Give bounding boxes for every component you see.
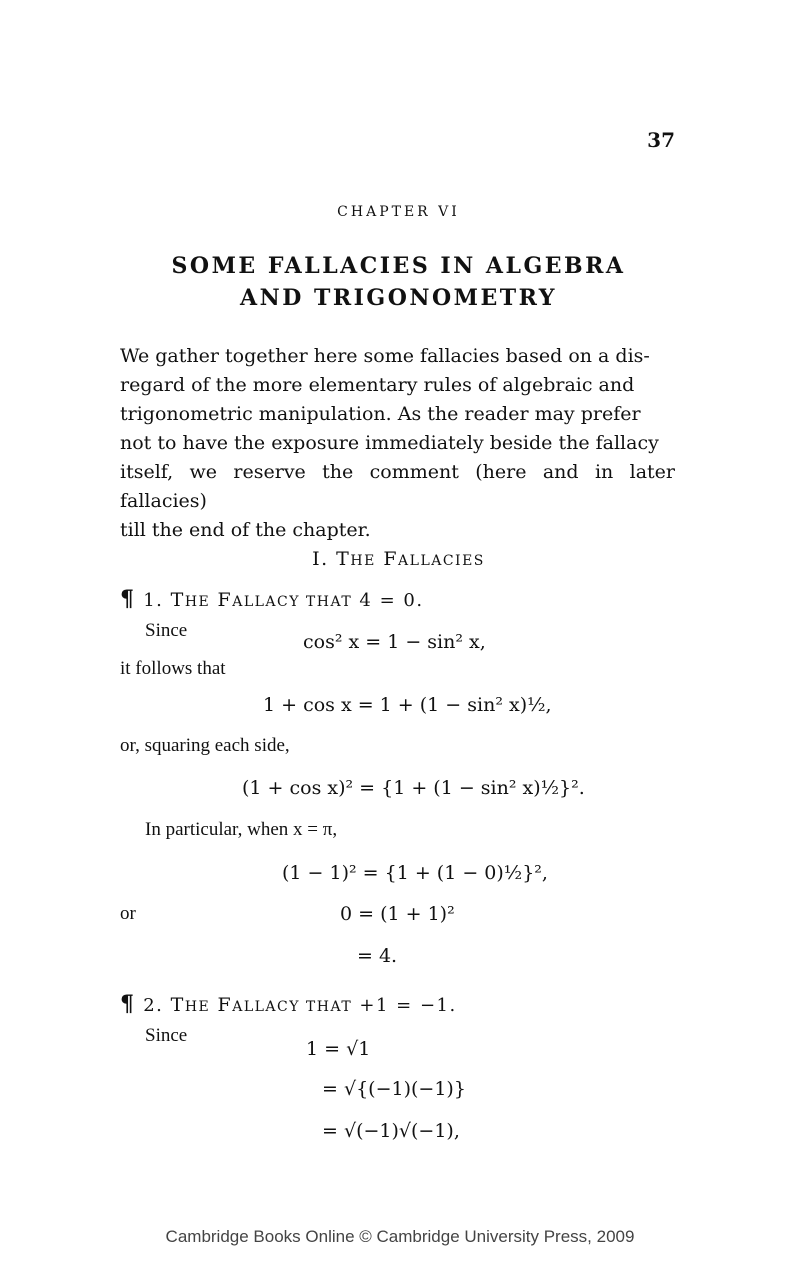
- since-label: Since: [145, 1025, 188, 1046]
- heading-rest: ALLACY THAT: [232, 594, 353, 610]
- equation: (1 + cos x)² = {1 + (1 − sin² x)½}².: [242, 777, 585, 799]
- heading-initial: F: [217, 994, 233, 1016]
- chapter-title-line-2: AND TRIGONOMETRY: [240, 285, 557, 311]
- heading-initial: T: [170, 589, 185, 611]
- footer-copyright: Cambridge Books Online © Cambridge University Press, 2009: [165, 1227, 635, 1246]
- fallacy-2-heading: [120, 991, 457, 1017]
- fallacy-number: 1.: [143, 590, 164, 611]
- intro-line: regard of the more elementary rules of algebraic and: [120, 374, 635, 396]
- section-numeral: I.: [312, 548, 329, 570]
- chapter-label: CHAPTER VI: [337, 204, 460, 220]
- fallacy-1-heading: [120, 586, 424, 612]
- equation: = √{(−1)(−1)}: [322, 1078, 466, 1100]
- or-label: or: [120, 903, 136, 924]
- intro-line: itself, we reserve the comment (here and in later fallacies): [120, 461, 675, 512]
- heading-math: +1 = −1.: [359, 995, 457, 1016]
- intro-paragraph: [120, 342, 675, 545]
- heading-initial: F: [217, 589, 233, 611]
- intro-line: trigonometric manipulation. As the reader may prefer: [120, 403, 641, 425]
- text-line: or, squaring each side,: [120, 735, 290, 756]
- paragraph-mark-icon: ¶: [120, 586, 134, 612]
- section-word-initial: F: [383, 548, 399, 570]
- intro-line: till the end of the chapter.: [120, 519, 371, 541]
- equation: 1 = √1: [306, 1038, 371, 1060]
- heading-initial: T: [170, 994, 185, 1016]
- section-word-initial: T: [336, 548, 351, 570]
- section-heading: [0, 548, 797, 570]
- section-word-rest: HE: [350, 553, 376, 569]
- text-line: In particular, when x = π,: [145, 819, 338, 840]
- since-label: Since: [145, 620, 188, 641]
- equation: = 4.: [357, 945, 398, 967]
- heading-rest: ALLACY THAT: [232, 999, 353, 1015]
- section-word-rest: ALLACIES: [398, 553, 485, 569]
- page-number: 37: [647, 128, 675, 152]
- fallacy-number: 2.: [143, 995, 164, 1016]
- heading-math: 4 = 0.: [359, 590, 424, 611]
- heading-rest: HE: [184, 999, 211, 1015]
- equation: = √(−1)√(−1),: [322, 1120, 460, 1142]
- equation: (1 − 1)² = {1 + (1 − 0)½}²,: [282, 862, 548, 884]
- intro-line: not to have the exposure immediately beside the fallacy: [120, 432, 659, 454]
- chapter-title-line-1: SOME FALLACIES IN ALGEBRA: [171, 253, 626, 279]
- heading-rest: HE: [184, 594, 211, 610]
- intro-line: We gather together here some fallacies based on a dis-: [120, 345, 650, 367]
- equation: 0 = (1 + 1)²: [340, 903, 455, 925]
- paragraph-mark-icon: ¶: [120, 991, 134, 1017]
- chapter-title: [0, 250, 797, 314]
- text-line: it follows that: [120, 658, 226, 679]
- equation: cos² x = 1 − sin² x,: [303, 631, 486, 653]
- equation: 1 + cos x = 1 + (1 − sin² x)½,: [263, 694, 552, 716]
